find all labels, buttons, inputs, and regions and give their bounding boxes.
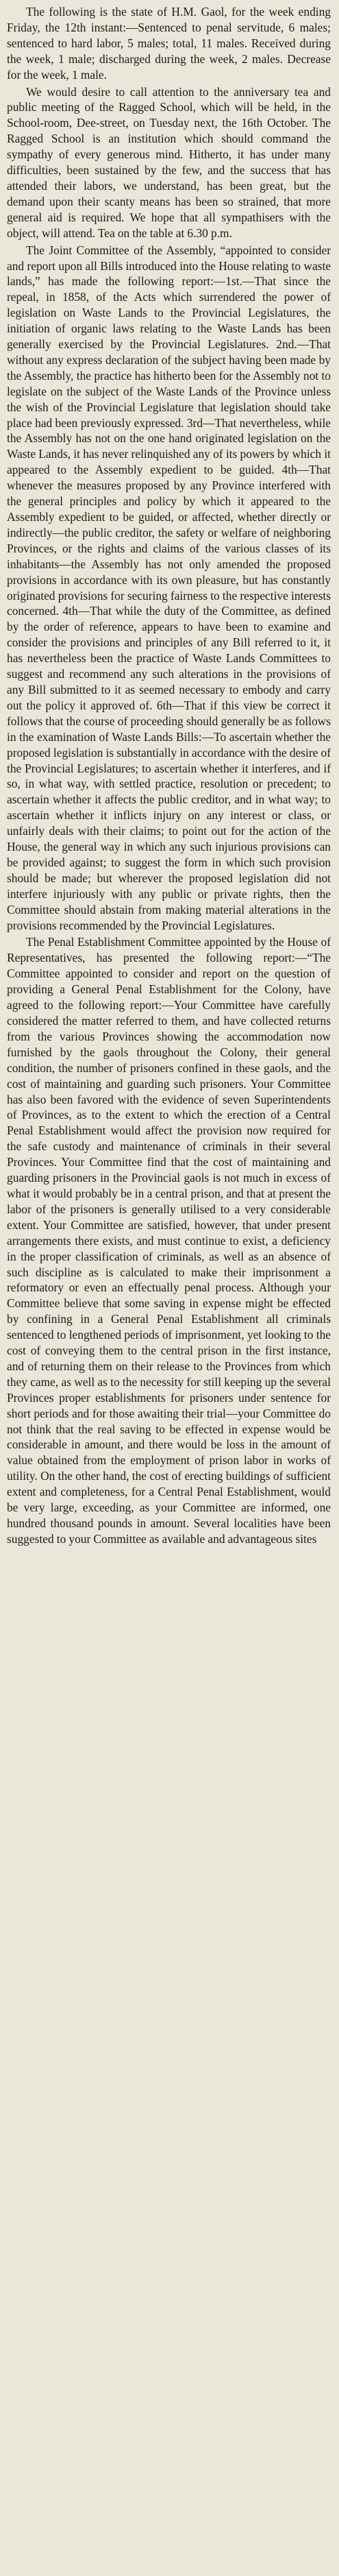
gaol-state-paragraph: The following is the state of H.M. Gaol, for the week ending Friday, the 12th instant:—Sentenced to penal servitude, 6 males; sentenced to hard labor, 5 males; total, 11 males. Received during the week, 1 male; discharged during the week, 2 males. Decrease for the week, 1 male. <box>7 5 331 82</box>
waste-lands-committee-paragraph: The Joint Committee of the Assembly, “appointed to consider and report upon all Bills introduced into the House relating to waste lands,” has made the following report:—1st.—That since the repeal, in 1858, of the Acts which surrendered the power of legislation on Waste Lands to the Provincial Legislatures, the initiation of organic laws relating to the Waste Lands has been generally exercised by the Provincial Legislatures. 2nd.—That without any express declaration of the subject having been made by the Assembly, the practice has hitherto been for the Assembly not to legislate on the subject of the Waste Lands of the Province unless the wish of the Provincial Legislature that legislation should take place had been previously expressed. 3rd—That nevertheless, while the Assembly has not on the one hand originated legislation on the Waste Lands, it has never relinquished any of its powers by which it appeared to the Assembly expedient to be guided. 4th—That whenever the measures proposed by any Province interfered with the general principles and policy by which it appeared to the Assembly expedient to be guided, or affected, whether directly or indirectly—the public creditor, the safety or welfare of neighboring Provinces, or the rights and claims of the various classes of its inhabitants—the Assembly has not only amended the proposed provisions in accordance with its own pleasure, but has constantly originated provisions for securing fairness to the respective interests concerned. 4th—That while the duty of the Committee, as defined by the order of reference, appears to have been to examine and consider the provisions and principles of any Bill referred to it, it has nevertheless been the practice of Waste Lands Committees to suggest and recommend any such alterations in the provisions of any Bill submitted to it as seemed necessary to embody and carry out the policy it approved of. 6th—That if this view be correct it follows that the course of proceeding should generally be as follows in the examination of Waste Lands Bills:—To ascertain whether the proposed legislation is substantially in accordance with the desire of the Provincial Legislatures; to ascertain whether it interferes, and if so, in what way, with settled practice, resolution or precedent; to ascertain whether it affects the public creditor, and in what way; to ascertain whether it inflicts injury on any interest or class, or unfairly deals with their claims; to point out for the action of the House, the general way in which any such injurious provisions can be provided against; to suggest the form in which such provision should be made; but wherever the proposed legislation did not interfere injuriously with any public or private rights, then the Committee should abstain from making material alterations in the provisions recommended by the Provincial Legislatures. <box>7 243 331 932</box>
penal-establishment-paragraph: The Penal Establishment Committee appointed by the House of Representatives, has presented the following report:—“The Committee appointed to consider and report on the question of providing a General Penal Establishment for the Colony, have agreed to the following report:—Your Committee have carefully considered the matter referred to them, and have collected returns from the various Provinces showing the accommodation now furnished by the gaols throughout the Colony, their general condition, the number of prisoners confined in these gaols, and the cost of maintaining and guarding such prisoners. Your Committee has also been favored with the evidence of seven Superintendents of Provinces, as to the extent to which the erection of a Central Penal Establishment would affect the provision now required for the safe custody and maintenance of criminals in their several Provinces. Your Committee find that the cost of maintaining and guarding prisoners in the Provincial gaols is not much in excess of what it would probably be in a central prison, and that at present the labor of the prisoners is generally utilised to a very considerable extent. Your Committee are satisfied, however, that under present arrangements there exists, and must continue to exist, a deficiency in the proper classification of criminals, as well as an absence of such discipline as is calculated to make their imprisonment a reformatory or even an effectually penal process. Although your Committee believe that some saving in expense might be effected by confining in a General Penal Establishment all criminals sentenced to lengthened periods of imprisonment, yet looking to the cost of conveying them to the central prison in the first instance, and of returning them on their release to the Provinces from which they came, as well as to the necessity for still keeping up the several Provinces proper establishments for prisoners under sentence for short periods and for those awaiting their trial—your Committee do not think that the real saving to be effected in expense would be considerable in amount, and there would be loss in the amount of value obtained from the employment of prison labor in works of utility. On the other hand, the cost of erecting buildings of sufficient extent and completeness, for a Central Penal Establishment, would be very large, exceeding, as your Committee are informed, one hundred thousand pounds in amount. Several localities have been suggested to your Committee as available and advantageous sites <box>7 935 331 1546</box>
ragged-school-paragraph: We would desire to call attention to the anniversary tea and public meeting of the Ragged School, which will be held, in the School-room, Dee-street, on Tuesday next, the 16th October. The Ragged School is an institution which should command the sympathy of every generous mind. Hitherto, it has under many difficulties, been sustained by the few, and the success that has attended their labors, we understand, has been great, but the demand upon their scanty means has been so strained, that more general aid is required. We hope that all sympathisers with the object, will attend. Tea on the table at 6.30 p.m. <box>7 84 331 240</box>
